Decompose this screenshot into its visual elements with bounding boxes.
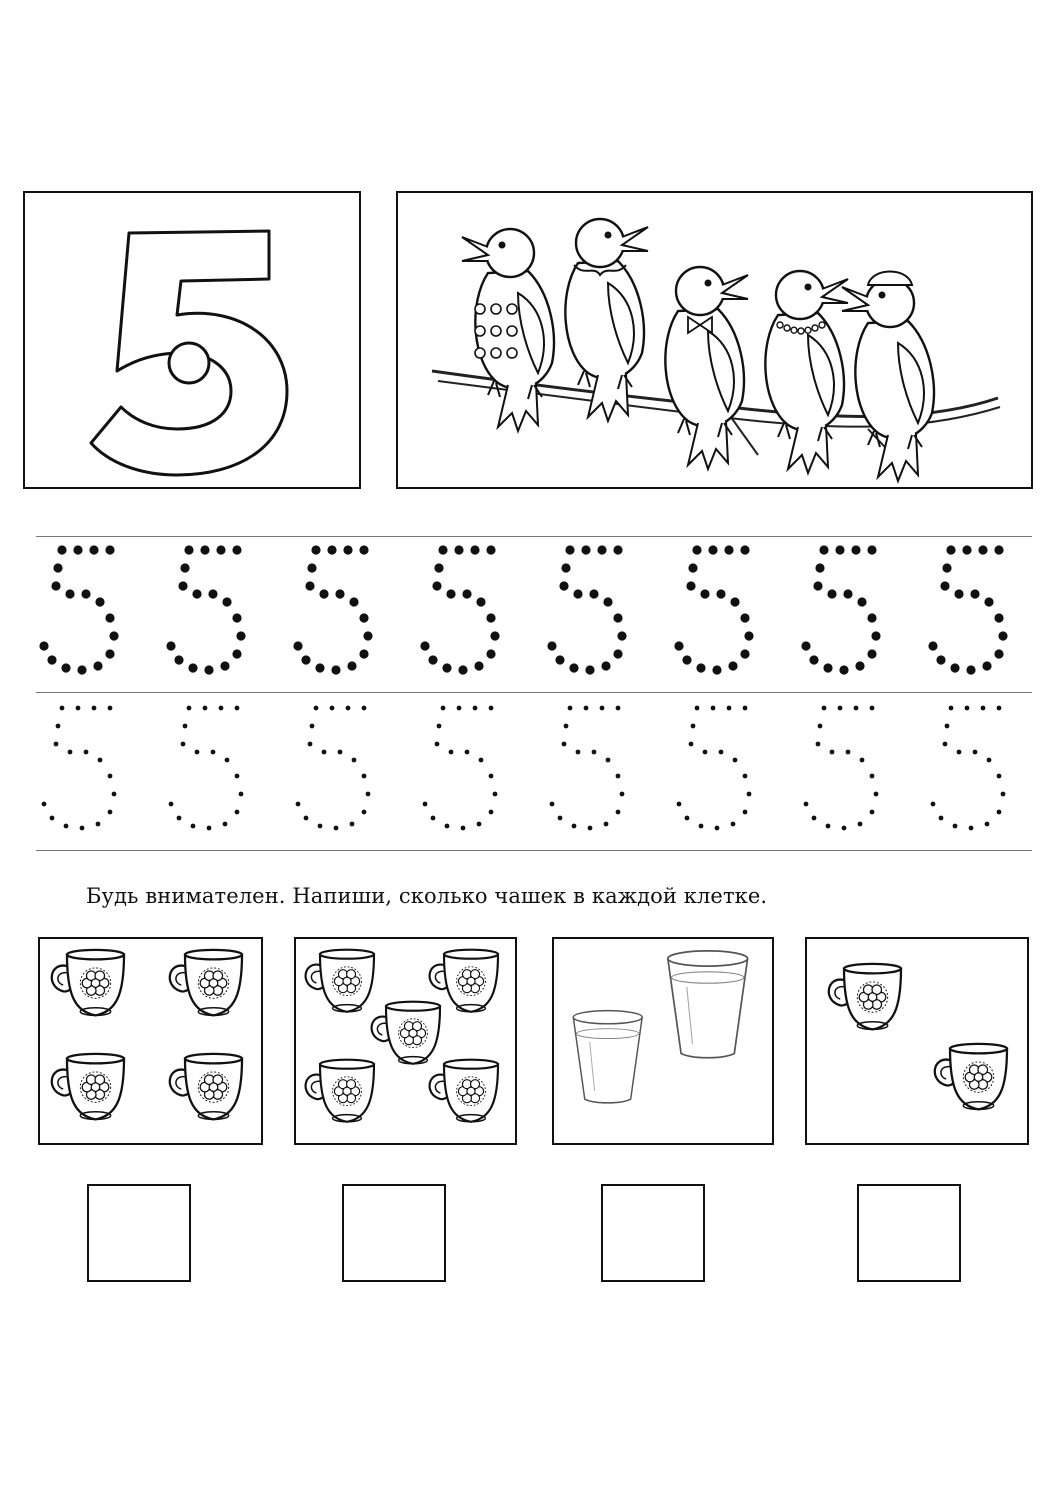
- counting-cell-1: [38, 937, 263, 1145]
- dotted-five-1-3[interactable]: [293, 545, 372, 674]
- bird-4: [765, 271, 848, 473]
- dotted-five-2-2[interactable]: [169, 706, 244, 831]
- dotted-five-1-5[interactable]: [547, 545, 626, 674]
- cup-icon: [52, 950, 124, 1016]
- cup-icon: [170, 1054, 242, 1120]
- dotted-five-2-7[interactable]: [804, 706, 879, 831]
- dotted-five-1-2[interactable]: [166, 545, 245, 674]
- dotted-five-1-4[interactable]: [420, 545, 499, 674]
- dotted-five-1-1[interactable]: [39, 545, 118, 674]
- dotted-five-2-8[interactable]: [931, 706, 1006, 831]
- dotted-five-2-1[interactable]: [42, 706, 117, 831]
- glass-icon: [668, 951, 748, 1058]
- dotted-five-2-3[interactable]: [296, 706, 371, 831]
- bird-3: [665, 267, 748, 469]
- counting-cell-2: [294, 937, 517, 1145]
- tracing-rows: [0, 530, 1050, 860]
- answer-box-2[interactable]: [342, 1184, 446, 1282]
- cup-icon: [170, 950, 242, 1016]
- dotted-five-1-7[interactable]: [801, 545, 880, 674]
- dotted-five-2-6[interactable]: [677, 706, 752, 831]
- dotted-five-2-4[interactable]: [423, 706, 498, 831]
- glass-icon: [573, 1011, 642, 1103]
- birds-on-branch-illustration: [398, 193, 1030, 486]
- cup-icon: [935, 1044, 1007, 1110]
- answer-box-4[interactable]: [857, 1184, 961, 1282]
- cup-icon: [829, 964, 901, 1030]
- dotted-five-1-8[interactable]: [928, 545, 1007, 674]
- number-card: [23, 191, 361, 489]
- answer-box-3[interactable]: [601, 1184, 705, 1282]
- dotted-five-2-5[interactable]: [550, 706, 625, 831]
- dotted-five-1-6[interactable]: [674, 545, 753, 674]
- bird-5: [842, 272, 934, 482]
- counting-cell-4: [805, 937, 1029, 1145]
- bird-1: [462, 229, 554, 431]
- cup-icon: [430, 1060, 498, 1122]
- instruction-text: Будь внимателен. Напиши, сколько чашек в каждой клетке.: [86, 884, 768, 908]
- cup-icon: [372, 1002, 440, 1064]
- cup-icon: [306, 1060, 374, 1122]
- outlined-numeral-5: [25, 193, 358, 486]
- cup-icon: [52, 1054, 124, 1120]
- cup-icon: [430, 950, 498, 1012]
- birds-picture-card: [396, 191, 1033, 489]
- cup-icon: [306, 950, 374, 1012]
- counting-cell-3: [552, 937, 774, 1145]
- answer-box-1[interactable]: [87, 1184, 191, 1282]
